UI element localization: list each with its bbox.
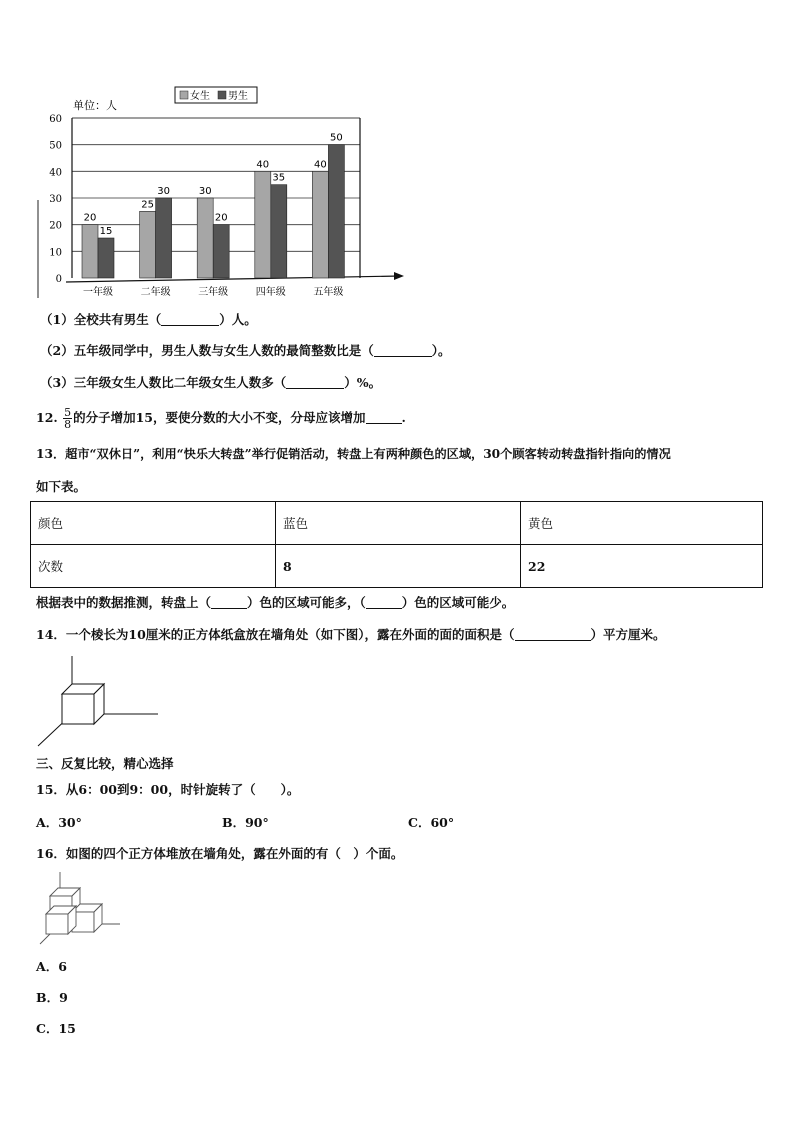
data-label: 20 (83, 212, 97, 224)
legend-label: 女生 (190, 91, 210, 102)
x-axis (66, 276, 400, 282)
q11-3: （3）三年级女生人数比二年级女生人数多（ ）%。 (40, 375, 382, 390)
chart-unit-label: 单位：人 (73, 99, 117, 112)
q16-option-c[interactable]: C．15 (36, 1021, 76, 1036)
y-tick-labels (49, 114, 62, 285)
bar-男生-三年级 (213, 225, 229, 278)
y-tick-label: 40 (49, 167, 62, 179)
bar-男生-五年级 (328, 145, 344, 278)
x-category-label: 四年级 (255, 287, 286, 298)
answer-blank[interactable] (366, 411, 402, 424)
chart-legend (175, 87, 257, 103)
table-row (31, 502, 763, 545)
table-cell: 颜色 (31, 502, 276, 545)
q16-option-b[interactable]: B．9 (36, 990, 68, 1005)
bar-女生-二年级 (140, 211, 156, 278)
q11-2: （2）五年级同学中，男生人数与女生人数的最简整数比是（ ）。 (40, 343, 451, 358)
stacked-cubes-figure (34, 870, 124, 948)
y-tick-label: 50 (49, 140, 62, 152)
color-count-table (30, 501, 763, 588)
x-category-label: 一年级 (83, 287, 113, 298)
q14: 14．一个棱长为10厘米的正方体纸盒放在墙角处（如下图），露在外面的面的面积是（ ）平方厘米。 (36, 627, 666, 642)
bar-女生-三年级 (197, 198, 213, 278)
data-label: 30 (157, 186, 170, 197)
legend-swatch (180, 91, 188, 99)
table-row (31, 545, 763, 588)
bar-女生-四年级 (255, 171, 271, 278)
y-tick-label: 0 (55, 274, 62, 285)
answer-blank[interactable] (286, 376, 344, 389)
y-tick-label: 20 (49, 220, 62, 232)
q15-option-a[interactable]: A．30° (36, 815, 82, 830)
q11-1: （1）全校共有男生（ ）人。 (40, 312, 257, 327)
answer-blank[interactable] (211, 596, 247, 609)
table-cell: 8 (276, 545, 521, 588)
section-title: 三、反复比较，精心选择 (36, 756, 174, 771)
x-category-label: 二年级 (140, 287, 171, 298)
bar-女生-一年级 (82, 225, 98, 278)
bar-女生-五年级 (312, 171, 328, 278)
bar-男生-一年级 (98, 238, 114, 278)
data-label: 50 (330, 132, 343, 144)
bar-男生-二年级 (156, 198, 172, 278)
bar-男生-四年级 (271, 185, 287, 278)
q15: 15．从6：00到9：00，时针旋转了（ ）。 (36, 782, 300, 797)
q15-option-b[interactable]: B．90° (222, 815, 269, 830)
y-tick-label: 10 (49, 247, 62, 259)
table-cell: 蓝色 (276, 502, 521, 545)
q12: 12. $\frac{5}{8}$ 的分子增加15，要使分数的大小不变，分母应该增加 . (36, 406, 406, 431)
q13-line2: 如下表。 (36, 479, 87, 494)
q16-option-a[interactable]: A．6 (36, 959, 67, 974)
table-cell: 次数 (31, 545, 276, 588)
cube-corner-figure (30, 652, 170, 752)
data-label: 40 (256, 159, 270, 171)
data-label: 35 (272, 172, 286, 184)
x-category-labels (83, 285, 343, 298)
answer-blank[interactable] (515, 628, 591, 641)
x-axis-arrow (394, 272, 404, 280)
answer-blank[interactable] (161, 313, 219, 326)
x-category-label: 三年级 (198, 287, 229, 298)
table-cell: 黄色 (521, 502, 763, 545)
y-tick-label: 30 (49, 194, 62, 205)
y-tick-label: 60 (49, 114, 62, 125)
q13-conclusion: 根据表中的数据推测，转盘上（ ）色的区域可能多，（ ）色的区域可能少。 (36, 595, 515, 610)
data-label: 20 (214, 212, 228, 224)
chart-gridlines (66, 118, 404, 282)
answer-blank[interactable] (366, 596, 402, 609)
data-label: 30 (198, 186, 212, 197)
chart-bars (82, 133, 344, 278)
q15-option-c[interactable]: C．60° (408, 815, 455, 830)
x-category-label: 五年级 (313, 287, 344, 298)
data-label: 40 (314, 159, 327, 171)
answer-blank[interactable] (374, 344, 432, 357)
fraction: $\frac{5}{8}$ (64, 406, 72, 431)
data-label: 25 (141, 199, 154, 211)
data-label: 15 (99, 226, 113, 237)
q13-line1: 13．超市“双休日”，利用“快乐大转盘”举行促销活动，转盘上有两种颜色的区域，30个顾客转动转盘指针指向的情况 (36, 447, 671, 461)
table-cell: 22 (521, 545, 763, 588)
q16: 16．如图的四个正方体堆放在墙角处，露在外面的有（ ）个面。 (36, 846, 404, 861)
legend-label: 男生 (228, 91, 248, 102)
legend-swatch (218, 91, 226, 99)
bar-chart (0, 0, 794, 300)
